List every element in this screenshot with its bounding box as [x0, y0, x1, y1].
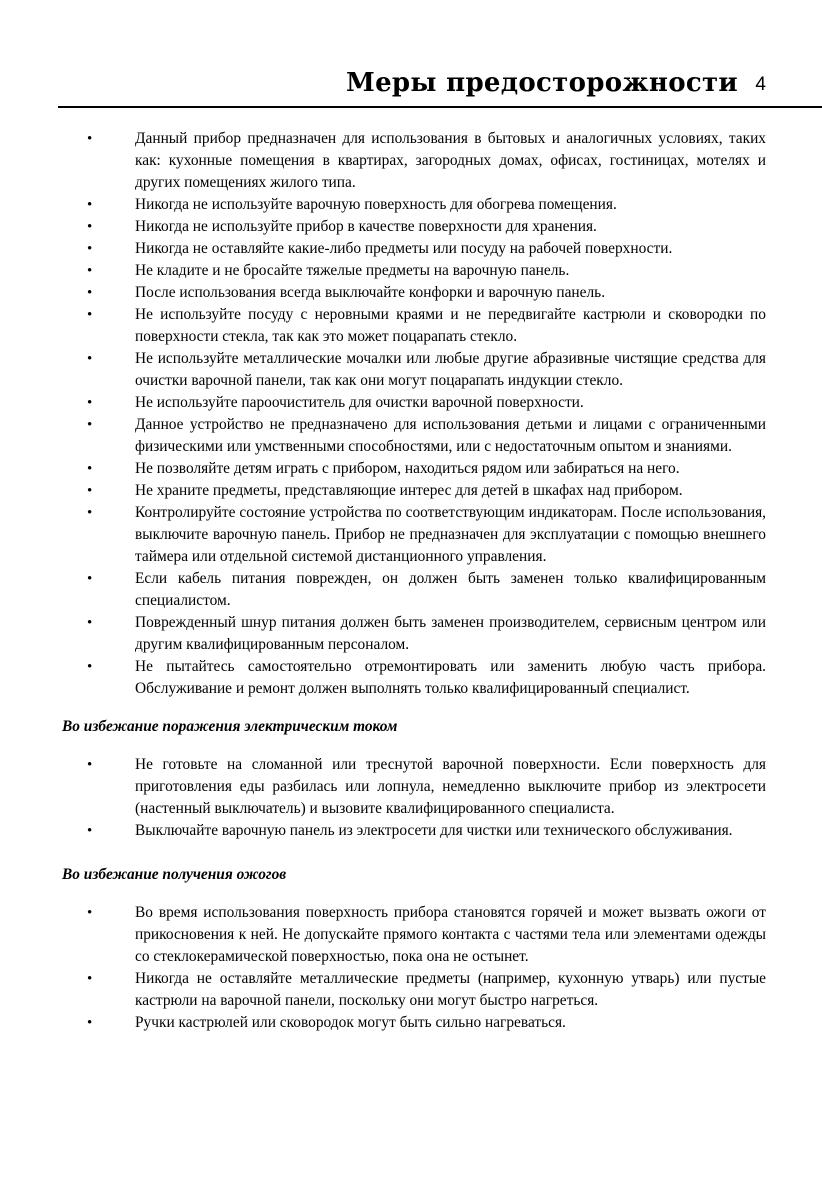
bullet-icon: • [87, 659, 93, 675]
page-number: 4 [755, 74, 766, 95]
list-item-text: Не используйте пароочиститель для очистки варочной поверхности. [135, 394, 584, 411]
list-item [0, 216, 822, 238]
list-item [0, 348, 822, 392]
bullet-icon: • [87, 757, 93, 773]
bullet-icon: • [87, 823, 93, 839]
bullet-icon: • [87, 197, 93, 213]
section-heading-burns: Во избежание получения ожогов [62, 866, 287, 883]
section-heading-electric-shock: Во избежание поражения электрическим током [62, 718, 398, 735]
list-item [0, 612, 822, 656]
list-item-text: После использования всегда выключайте конфорки и варочную панель. [135, 284, 606, 301]
list-item [0, 458, 822, 480]
bullet-icon: • [87, 905, 93, 921]
page-content [0, 128, 822, 1034]
list-item [0, 194, 822, 216]
list-item-text: Не позволяйте детям играть с прибором, находиться рядом или забираться на него. [135, 460, 680, 477]
bullet-icon: • [87, 571, 93, 587]
bullet-icon: • [87, 285, 93, 301]
list-item [0, 656, 822, 700]
bullet-icon: • [87, 971, 93, 987]
list-item [0, 128, 822, 194]
bullet-icon: • [87, 615, 93, 631]
list-item [0, 414, 822, 458]
bullet-icon: • [87, 241, 93, 257]
general-precautions-list [0, 128, 822, 700]
list-item [0, 238, 822, 260]
list-item [0, 282, 822, 304]
list-item-text: Никогда не используйте варочную поверхность для обогрева помещения. [135, 196, 617, 213]
bullet-icon: • [87, 131, 93, 147]
list-item [0, 260, 822, 282]
bullet-icon: • [87, 1015, 93, 1031]
list-item-text: Не кладите и не бросайте тяжелые предметы на варочную панель. [135, 262, 570, 279]
list-item [0, 480, 822, 502]
bullet-icon: • [87, 483, 93, 499]
list-item-text: Данный прибор предназначен для использования в бытовых и аналогичных условиях, таких как: кухонные помещения в квартирах, загородных домах, офисах, гостиницах, мотелях и других помещениях жилого типа. [135, 130, 766, 191]
header-rule [58, 106, 822, 108]
list-item-text: Ручки кастрюлей или сковородок могут быть сильно нагреваться. [135, 1014, 566, 1031]
page-header [0, 60, 822, 110]
list-item-text: Если кабель питания поврежден, он должен быть заменен только квалифицированным специалистом. [135, 570, 766, 609]
page-title: Меры предосторожности [346, 68, 738, 98]
bullet-icon: • [87, 351, 93, 367]
list-item-text: Данное устройство не предназначено для использования детьми и лицами с ограниченными физическими или умственными способностями, или с недостаточным опытом и знаниями. [135, 416, 766, 455]
list-item-text: Во время использования поверхность прибора становятся горячей и может вызвать ожоги от прикосновения к ней. Не допускайте прямого контакта с частями тела или элементами одежды со стеклокерамической поверхностью, пока она не остынет. [135, 904, 766, 965]
list-item-text: Не пытайтесь самостоятельно отремонтировать или заменить любую часть прибора. Обслуживание и ремонт должен выполнять только квалифицированный специалист. [135, 658, 766, 697]
list-item-text: Не готовьте на сломанной или треснутой варочной поверхности. Если поверхность для приготовления еды разбилась или лопнула, немедленно выключите прибор из электросети (настенный выключатель) и вызовите квалифицированного специалиста. [135, 756, 766, 817]
list-item [0, 902, 822, 968]
list-item [0, 754, 822, 820]
list-item [0, 1012, 822, 1034]
list-item-text: Не используйте посуду с неровными краями и не передвигайте кастрюли и сковородки по поверхности стекла, так как это может поцарапать стекло. [135, 306, 766, 345]
bullet-icon: • [87, 395, 93, 411]
list-item-text: Поврежденный шнур питания должен быть заменен производителем, сервисным центром или другим квалифицированным персоналом. [135, 614, 766, 653]
list-item-text: Не храните предметы, представляющие интерес для детей в шкафах над прибором. [135, 482, 683, 499]
list-item [0, 568, 822, 612]
bullet-icon: • [87, 219, 93, 235]
list-item-text: Не используйте металлические мочалки или любые другие абразивные чистящие средства для очистки варочной панели, так как они могут поцарапать индукции стекло. [135, 350, 766, 389]
bullet-icon: • [87, 417, 93, 433]
list-item [0, 502, 822, 568]
bullet-icon: • [87, 461, 93, 477]
list-item-text: Контролируйте состояние устройства по соответствующим индикаторам. После использования, выключите варочную панель. Прибор не предназначен для эксплуатации с помощью внешнего таймера или отдельной системой дистанционного управления. [135, 504, 766, 565]
bullet-icon: • [87, 263, 93, 279]
list-item [0, 820, 822, 842]
bullet-icon: • [87, 307, 93, 323]
bullet-icon: • [87, 505, 93, 521]
list-item-text: Выключайте варочную панель из электросети для чистки или технического обслуживания. [135, 822, 733, 839]
electric-shock-list [0, 754, 822, 842]
list-item [0, 304, 822, 348]
list-item [0, 392, 822, 414]
burns-list [0, 902, 822, 1034]
list-item-text: Никогда не оставляйте какие-либо предметы или посуду на рабочей поверхности. [135, 240, 673, 257]
list-item-text: Никогда не оставляйте металлические предметы (например, кухонную утварь) или пустые кастрюли на варочной панели, поскольку они могут быстро нагреться. [135, 970, 766, 1009]
list-item-text: Никогда не используйте прибор в качестве поверхности для хранения. [135, 218, 597, 235]
list-item [0, 968, 822, 1012]
